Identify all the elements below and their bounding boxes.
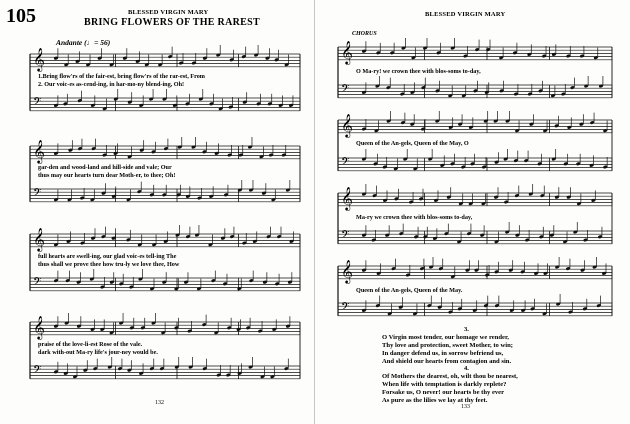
right-system-1-bass-clef: 𝄢 <box>341 83 350 98</box>
right-system-1-treble-clef: 𝄞 <box>341 40 353 64</box>
verse-3-number: 3. <box>464 326 469 333</box>
verse-3-line-3: In danger defend us, in sorrow befriend us, <box>382 350 504 357</box>
left-system-4-lyric-1: praise of the love-li-est Rose of the vale. <box>38 341 143 348</box>
left-page-header: BLESSED VIRGIN MARY <box>128 9 209 16</box>
right-system-4-treble-clef: 𝄞 <box>341 259 353 283</box>
tempo-marking: Andante (♩= 56) <box>56 38 111 47</box>
verse-3-line-1: O Virgin most tender, our homage we render, <box>382 334 509 341</box>
right-page-header: BLESSED VIRGIN MARY <box>425 11 506 18</box>
left-system-2-bass-clef: 𝄢 <box>33 187 42 202</box>
left-system-4-treble-clef: 𝄞 <box>33 315 45 339</box>
verse-3-line-4: And shield our hearts from contagion and sin. <box>382 358 512 365</box>
verse-4-line-2: When life with temptation is darkly replete? <box>382 381 507 388</box>
right-system-4-bass-clef: 𝄢 <box>341 301 350 316</box>
left-system-2-treble-clef: 𝄞 <box>33 139 45 163</box>
right-system-3-bass-clef: 𝄢 <box>341 229 350 244</box>
right-system-2-treble-clef: 𝄞 <box>341 113 353 137</box>
left-system-3-treble-clef: 𝄞 <box>33 227 45 251</box>
right-system-2-bass-clef: 𝄢 <box>341 156 350 171</box>
left-system-3-lyric-1: full hearts are swell-ing, our glad voic-es tell-ing The <box>38 253 177 260</box>
left-system-4-bass-clef: 𝄢 <box>33 364 42 379</box>
left-system-1-lyric-1: 1.Bring flow'rs of the fair-est, bring flow'rs of the rar-est, From <box>38 73 205 80</box>
left-system-3-bass-clef: 𝄢 <box>33 276 42 291</box>
verse-4-number: 4. <box>464 365 469 372</box>
right-system-3-lyric: Ma-ry we crown thee with blos-soms to-day, <box>356 214 473 221</box>
chorus-label: CHORUS <box>352 31 377 37</box>
right-page-number: 133 <box>461 404 470 410</box>
hymn-title: BRING FLOWERS OF THE RAREST <box>84 17 260 28</box>
left-system-2-lyric-1: gar-den and wood-land and hill-side and vale; Our <box>38 164 172 171</box>
right-system-4-lyric: Queen of the An-gels, Queen of the May. <box>356 287 463 294</box>
left-system-4-lyric-2: dark with-out Ma-ry life's jour-ney would be. <box>38 349 158 356</box>
left-system-3-lyric-2: thus shall we prove thee how tru-ly we love thee, How <box>38 261 180 268</box>
left-system-1-lyric-2: 2. Our voic-es as-cend-ing, in har-mo-ny blend-ing, Oh! <box>38 81 185 88</box>
hymn-number: 105 <box>6 5 36 27</box>
left-system-1-bass-clef: 𝄢 <box>33 96 42 111</box>
left-page-number: 132 <box>155 400 164 406</box>
verse-4-line-3: Forsake us, O never! our hearts be thy ever <box>382 389 505 396</box>
verse-4-line-4: As pure as the lilies we lay at thy feet. <box>382 397 488 404</box>
verse-4-line-1: Of Mothers the dearest, oh, wilt thou be nearest, <box>382 373 518 380</box>
right-system-2-lyric: Queen of the An-gels, Queen of the May, O <box>356 140 469 147</box>
verse-3-line-2: Thy love and protection, sweet Mother, to win; <box>382 342 513 349</box>
right-system-1-lyric: O Ma-ry! we crown thee with blos-soms to-day, <box>356 68 481 75</box>
right-system-3-treble-clef: 𝄞 <box>341 186 353 210</box>
left-system-2-lyric-2: thus may our hearts turn dear Moth-er, to thee; Oh! <box>38 172 176 179</box>
left-system-1-treble-clef: 𝄞 <box>33 47 45 71</box>
